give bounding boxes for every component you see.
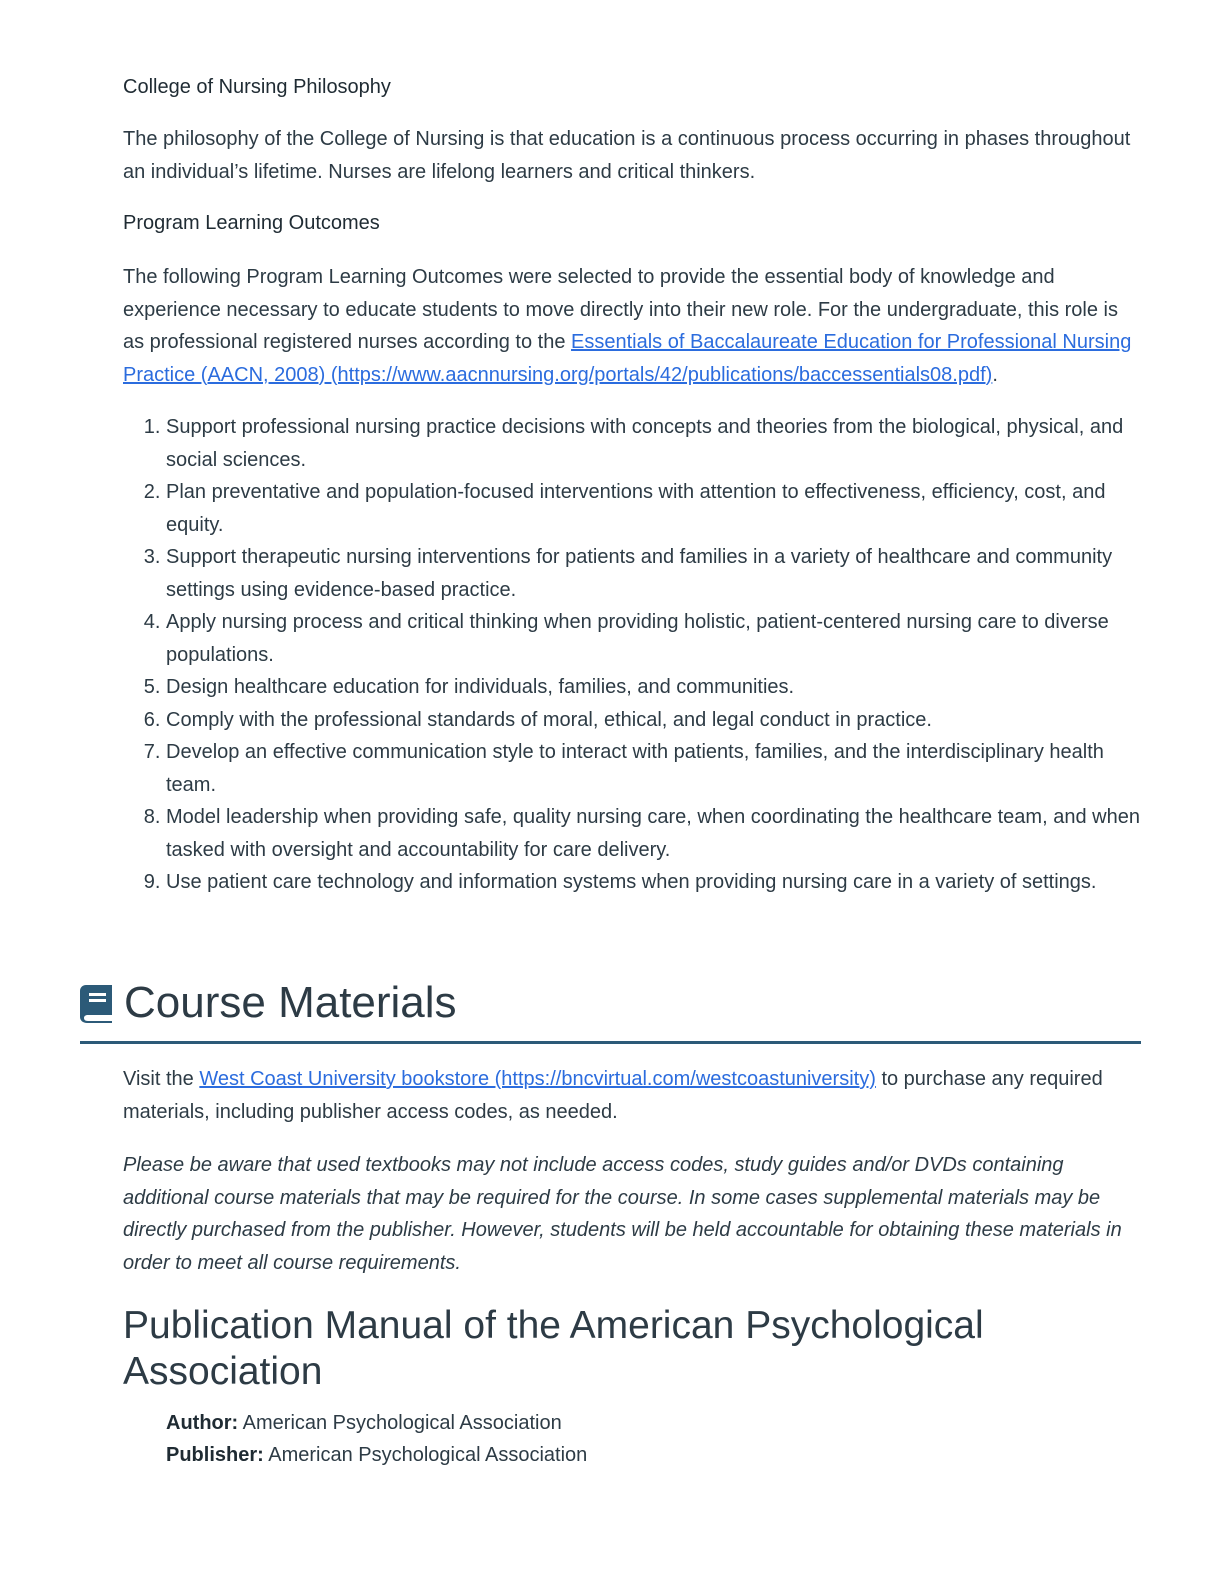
outcomes-list xyxy=(123,411,1143,899)
philosophy-body: The philosophy of the College of Nursing is that education is a continuous process occurring in phases throughout an individual’s lifetime. Nurses are lifelong learners and critical thinkers. xyxy=(123,128,1131,183)
philosophy-heading: College of Nursing Philosophy xyxy=(123,76,391,98)
outcome-item: 4. Apply nursing process and critical thinking when providing holistic, patient-centered nursing care to diverse populations. xyxy=(166,606,1143,671)
book-meta xyxy=(123,1407,1143,1471)
outcomes-intro-text: The following Program Learning Outcomes were selected to provide the essential body of knowledge and experience necessary to educate students to move directly into their new role. For the undergraduate, this role is as professional registered nurses according to the xyxy=(123,266,1118,353)
outcome-item: 1. Support professional nursing practice decisions with concepts and theories from the biological, physical, and social sciences. xyxy=(166,411,1143,476)
outcome-item: 5. Design healthcare education for individuals, families, and communities. xyxy=(166,671,1143,704)
outcome-item: 3. Support therapeutic nursing interventions for patients and families in a variety of healthcare and community settings using evidence-based practice. xyxy=(166,541,1143,606)
bookstore-text: Visit the xyxy=(123,1068,200,1090)
outcomes-heading: Program Learning Outcomes xyxy=(123,212,380,234)
outcome-item: 8. Model leadership when providing safe, quality nursing care, when coordinating the healthcare team, and when tasked with oversight and accountability for care delivery. xyxy=(166,801,1143,866)
book-icon xyxy=(80,985,114,1023)
textbook-notice: Please be aware that used textbooks may not include access codes, study guides and/or DVDs containing additional course materials that may be required for the course. In some cases supplemental materials may be directly purchased from the publisher. However, students will be held accountable for obtaining these materials in order to meet all course requirements. xyxy=(123,1154,1122,1274)
book-title: Publication Manual of the American Psychological Association xyxy=(123,1304,984,1393)
outcomes-intro xyxy=(123,261,1143,391)
book-author xyxy=(166,1407,1143,1439)
author-value: American Psychological Association xyxy=(238,1412,562,1434)
program-info xyxy=(123,72,1143,899)
outcome-item: 6. Comply with the professional standards of moral, ethical, and legal conduct in practice. xyxy=(166,704,1143,737)
publisher-value: American Psychological Association xyxy=(263,1444,588,1466)
outcome-item: 2. Plan preventative and population-focused interventions with attention to effectiveness, efficiency, cost, and equity. xyxy=(166,476,1143,541)
book-publisher xyxy=(166,1439,1143,1471)
outcome-item: 9. Use patient care technology and information systems when providing nursing care in a variety of settings. xyxy=(166,866,1143,899)
publisher-label: Publisher: xyxy=(166,1444,264,1466)
bookstore-link[interactable]: West Coast University bookstore (https://bncvirtual.com/westcoastuniversity) xyxy=(199,1068,876,1090)
bookstore-text-end: to purchase any required materials, including publisher access codes, as needed. xyxy=(123,1068,1103,1123)
outcomes-intro-end: . xyxy=(992,363,998,386)
bookstore-paragraph xyxy=(123,1063,1143,1128)
aacn-essentials-link[interactable]: Essentials of Baccalaureate Education for Professional Nursing Practice (AACN, 2008) (https://www.aacnnursing.org/portals/42/publications/baccessentials08.pdf) xyxy=(123,331,1132,386)
course-materials-body xyxy=(123,1063,1143,1471)
course-materials-title: Course Materials xyxy=(124,978,457,1027)
outcome-item: 7. Develop an effective communication style to interact with patients, families, and the interdisciplinary health team. xyxy=(166,736,1143,801)
author-label: Author: xyxy=(166,1412,239,1434)
course-materials-header xyxy=(80,973,1141,1044)
